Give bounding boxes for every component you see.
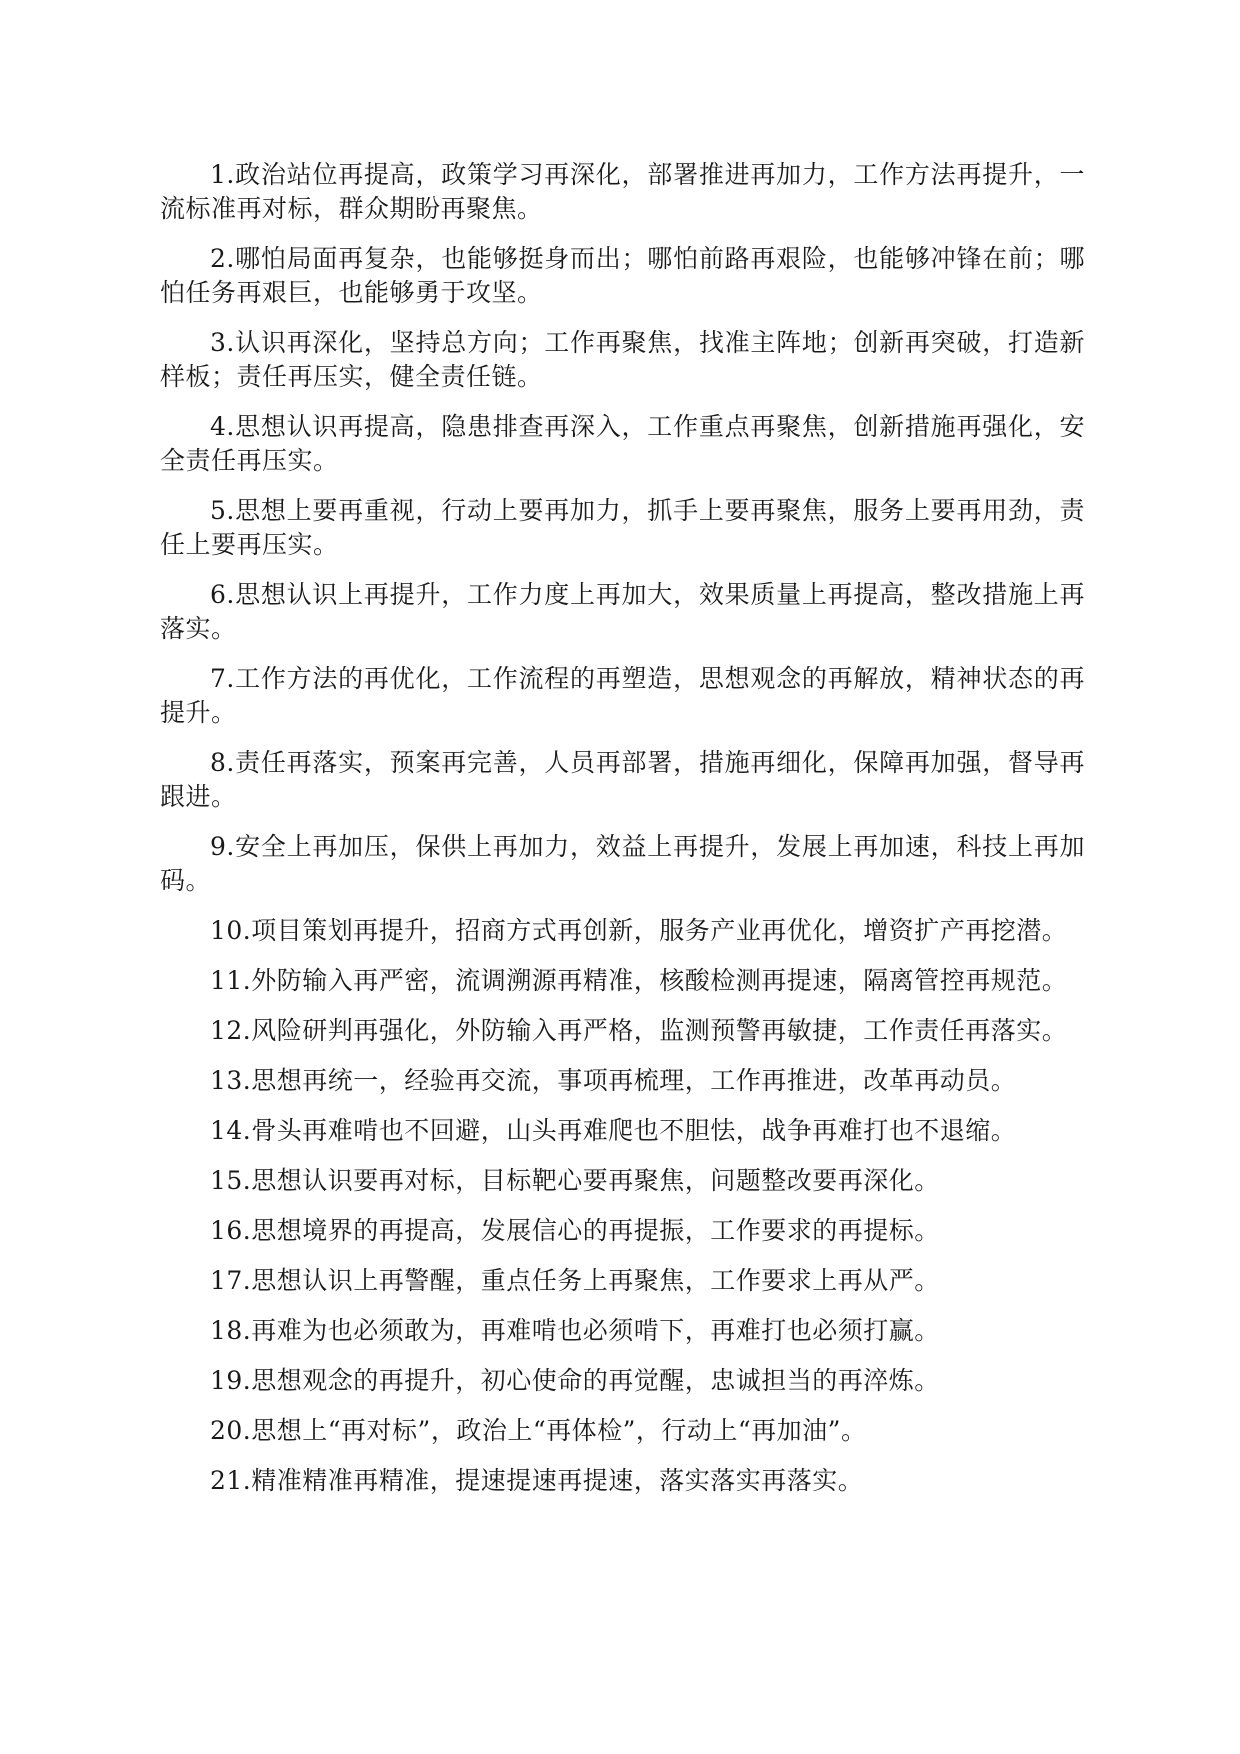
list-item-15: 15.思想认识要再对标，目标靶心要再聚焦，问题整改要再深化。 (210, 1166, 940, 1195)
list-item-13: 13.思想再统一，经验再交流，事项再梳理，工作再推进，改革再动员。 (210, 1066, 1017, 1095)
list-item-11: 11.外防输入再严密，流调溯源再精准，核酸检测再提速，隔离管控再规范。 (210, 966, 1068, 995)
document-body (160, 158, 1085, 1514)
list-item-8: 8.责任再落实，预案再完善，人员再部署，措施再细化，保障再加强，督导再跟进。 (160, 748, 1085, 811)
list-item-5: 5.思想上要再重视，行动上要再加力，抓手上要再聚焦，服务上要再用劲，责任上要再压实。 (160, 496, 1085, 559)
list-item-12: 12.风险研判再强化，外防输入再严格，监测预警再敏捷，工作责任再落实。 (210, 1016, 1068, 1045)
list-item-19: 19.思想观念的再提升，初心使命的再觉醒，忠诚担当的再淬炼。 (210, 1366, 940, 1395)
list-item-3: 3.认识再深化，坚持总方向；工作再聚焦，找准主阵地；创新再突破，打造新样板；责任再压实，健全责任链。 (160, 328, 1085, 391)
list-item-18: 18.再难为也必须敢为，再难啃也必须啃下，再难打也必须打赢。 (210, 1316, 940, 1345)
list-item-21: 21.精准精准再精准，提速提速再提速，落实落实再落实。 (210, 1466, 864, 1495)
list-item-10: 10.项目策划再提升，招商方式再创新，服务产业再优化，增资扩产再挖潜。 (210, 916, 1068, 945)
list-item-9: 9.安全上再加压，保供上再加力，效益上再提升，发展上再加速，科技上再加码。 (160, 832, 1085, 895)
list-item-20: 20.思想上“再对标”，政治上“再体检”，行动上“再加油”。 (210, 1416, 867, 1445)
list-item-6: 6.思想认识上再提升，工作力度上再加大，效果质量上再提高，整改措施上再落实。 (160, 580, 1085, 643)
list-item-2: 2.哪怕局面再复杂，也能够挺身而出；哪怕前路再艰险，也能够冲锋在前；哪怕任务再艰巨，也能够勇于攻坚。 (160, 244, 1085, 307)
list-item-16: 16.思想境界的再提高，发展信心的再提振，工作要求的再提标。 (210, 1216, 940, 1245)
list-item-17: 17.思想认识上再警醒，重点任务上再聚焦，工作要求上再从严。 (210, 1266, 940, 1295)
list-item-14: 14.骨头再难啃也不回避，山头再难爬也不胆怯，战争再难打也不退缩。 (210, 1116, 1017, 1145)
list-item-1: 1.政治站位再提高，政策学习再深化，部署推进再加力，工作方法再提升，一流标准再对标，群众期盼再聚焦。 (160, 160, 1085, 223)
list-item-7: 7.工作方法的再优化，工作流程的再塑造，思想观念的再解放，精神状态的再提升。 (160, 664, 1085, 727)
list-item-4: 4.思想认识再提高，隐患排查再深入，工作重点再聚焦，创新措施再强化，安全责任再压实。 (160, 412, 1085, 475)
